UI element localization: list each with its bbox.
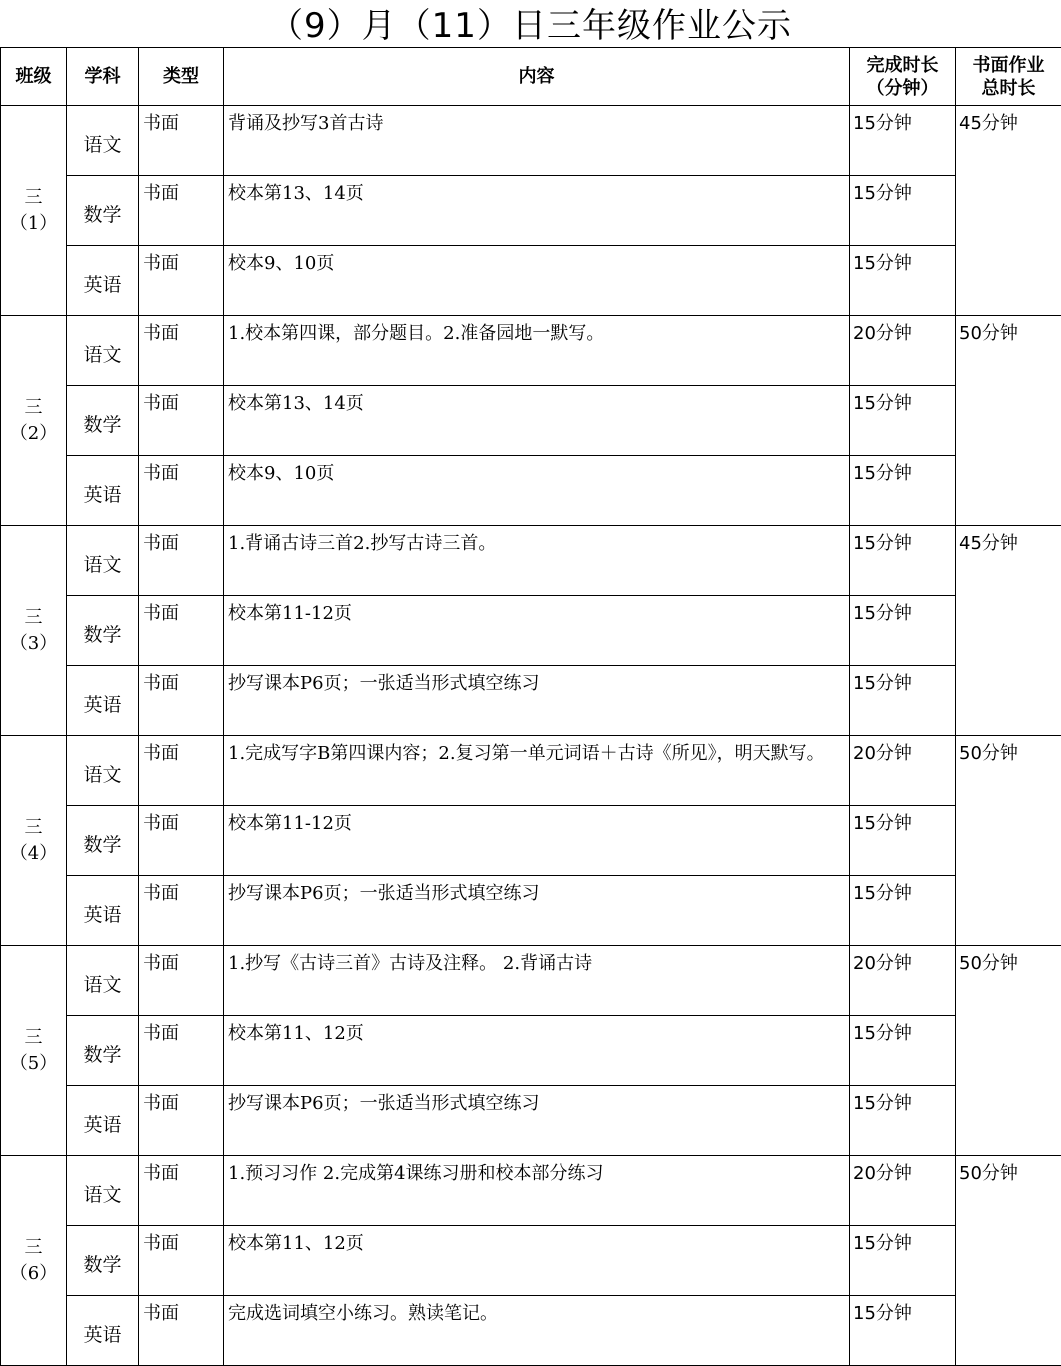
content-cell: 校本第11-12页: [224, 596, 850, 666]
type-cell: 书面: [139, 526, 224, 596]
class-name-line2: （3）: [10, 633, 57, 654]
class-name-line2: （2）: [10, 423, 57, 444]
subject-cell: 英语: [67, 456, 139, 526]
duration-cell: 15分钟: [850, 596, 956, 666]
header-total-line1: 书面作业: [973, 55, 1045, 76]
class-name-line1: 三: [25, 1027, 43, 1048]
table-row: [1, 1156, 1061, 1226]
type-cell: 书面: [139, 176, 224, 246]
content-cell: 1.背诵古诗三首2.抄写古诗三首。: [224, 526, 850, 596]
header-subject: 学科: [67, 48, 139, 106]
type-cell: 书面: [139, 386, 224, 456]
table-row: [1, 106, 1061, 176]
duration-cell: 15分钟: [850, 246, 956, 316]
content-cell: 校本第11-12页: [224, 806, 850, 876]
duration-cell: 15分钟: [850, 1296, 956, 1366]
type-cell: 书面: [139, 1156, 224, 1226]
table-row: [1, 806, 1061, 876]
type-cell: 书面: [139, 1226, 224, 1296]
type-cell: 书面: [139, 1086, 224, 1156]
content-cell: 校本9、10页: [224, 456, 850, 526]
table-row: [1, 316, 1061, 386]
content-cell: 1.校本第四课，部分题目。2.准备园地一默写。: [224, 316, 850, 386]
header-type: 类型: [139, 48, 224, 106]
subject-cell: 语文: [67, 736, 139, 806]
content-cell: 1.抄写《古诗三首》古诗及注释。 2.背诵古诗: [224, 946, 850, 1016]
type-cell: 书面: [139, 806, 224, 876]
subject-cell: 英语: [67, 876, 139, 946]
subject-cell: 语文: [67, 526, 139, 596]
class-cell: [1, 736, 67, 946]
duration-cell: 15分钟: [850, 456, 956, 526]
table-row: [1, 246, 1061, 316]
class-name-line2: （1）: [10, 213, 57, 234]
header-row: [1, 48, 1061, 106]
table-row: [1, 1016, 1061, 1086]
class-name-line2: （6）: [10, 1263, 57, 1284]
table-row: [1, 1086, 1061, 1156]
page-title: （9）月（11）日三年级作业公示: [0, 0, 1061, 48]
class-name-line2: （4）: [10, 843, 57, 864]
class-cell: [1, 526, 67, 736]
duration-cell: 15分钟: [850, 106, 956, 176]
class-cell: [1, 1156, 67, 1366]
table-row: [1, 596, 1061, 666]
header-duration-line1: 完成时长: [867, 55, 939, 76]
table-row: [1, 666, 1061, 736]
type-cell: 书面: [139, 316, 224, 386]
content-cell: 校本9、10页: [224, 246, 850, 316]
content-cell: 校本第13、14页: [224, 386, 850, 456]
table-row: [1, 946, 1061, 1016]
type-cell: 书面: [139, 246, 224, 316]
duration-cell: 15分钟: [850, 526, 956, 596]
content-cell: 校本第11、12页: [224, 1016, 850, 1086]
class-name-line1: 三: [25, 817, 43, 838]
type-cell: 书面: [139, 666, 224, 736]
content-cell: 1.完成写字B第四课内容；2.复习第一单元词语＋古诗《所见》，明天默写。: [224, 736, 850, 806]
subject-cell: 语文: [67, 1156, 139, 1226]
content-cell: 抄写课本P6页；一张适当形式填空练习: [224, 1086, 850, 1156]
header-content: 内容: [224, 48, 850, 106]
type-cell: 书面: [139, 736, 224, 806]
total-cell: 50分钟: [956, 736, 1061, 946]
header-total-line2: 总时长: [982, 78, 1036, 99]
duration-cell: 15分钟: [850, 176, 956, 246]
duration-cell: 15分钟: [850, 876, 956, 946]
class-cell: [1, 316, 67, 526]
type-cell: 书面: [139, 946, 224, 1016]
type-cell: 书面: [139, 1296, 224, 1366]
class-name-line2: （5）: [10, 1053, 57, 1074]
table-row: [1, 736, 1061, 806]
duration-cell: 15分钟: [850, 806, 956, 876]
duration-cell: 15分钟: [850, 1226, 956, 1296]
table-row: [1, 176, 1061, 246]
content-cell: 抄写课本P6页；一张适当形式填空练习: [224, 876, 850, 946]
total-cell: 50分钟: [956, 1156, 1061, 1366]
duration-cell: 20分钟: [850, 316, 956, 386]
duration-cell: 15分钟: [850, 666, 956, 736]
content-cell: 完成选词填空小练习。熟读笔记。: [224, 1296, 850, 1366]
content-cell: 1.预习习作 2.完成第4课练习册和校本部分练习: [224, 1156, 850, 1226]
total-cell: 50分钟: [956, 946, 1061, 1156]
subject-cell: 语文: [67, 316, 139, 386]
subject-cell: 英语: [67, 246, 139, 316]
duration-cell: 20分钟: [850, 1156, 956, 1226]
duration-cell: 15分钟: [850, 1086, 956, 1156]
content-cell: 背诵及抄写3首古诗: [224, 106, 850, 176]
type-cell: 书面: [139, 1016, 224, 1086]
content-cell: 抄写课本P6页；一张适当形式填空练习: [224, 666, 850, 736]
table-row: [1, 386, 1061, 456]
table-body: [1, 106, 1061, 1366]
subject-cell: 语文: [67, 106, 139, 176]
total-cell: 45分钟: [956, 526, 1061, 736]
content-cell: 校本第13、14页: [224, 176, 850, 246]
class-cell: [1, 106, 67, 316]
table-row: [1, 876, 1061, 946]
class-cell: [1, 946, 67, 1156]
table-row: [1, 1226, 1061, 1296]
header-total: [956, 48, 1061, 106]
duration-cell: 20分钟: [850, 946, 956, 1016]
subject-cell: 英语: [67, 1296, 139, 1366]
content-cell: 校本第11、12页: [224, 1226, 850, 1296]
duration-cell: 20分钟: [850, 736, 956, 806]
type-cell: 书面: [139, 596, 224, 666]
subject-cell: 语文: [67, 946, 139, 1016]
table-row: [1, 1296, 1061, 1366]
header-duration: [850, 48, 956, 106]
subject-cell: 数学: [67, 1226, 139, 1296]
subject-cell: 数学: [67, 596, 139, 666]
table-row: [1, 456, 1061, 526]
table-row: [1, 526, 1061, 596]
total-cell: 50分钟: [956, 316, 1061, 526]
header-class: 班级: [1, 48, 67, 106]
duration-cell: 15分钟: [850, 1016, 956, 1086]
total-cell: 45分钟: [956, 106, 1061, 316]
subject-cell: 数学: [67, 176, 139, 246]
subject-cell: 英语: [67, 1086, 139, 1156]
class-name-line1: 三: [25, 607, 43, 628]
type-cell: 书面: [139, 876, 224, 946]
homework-table: [0, 47, 1061, 1366]
subject-cell: 数学: [67, 806, 139, 876]
subject-cell: 数学: [67, 1016, 139, 1086]
class-name-line1: 三: [25, 397, 43, 418]
duration-cell: 15分钟: [850, 386, 956, 456]
class-name-line1: 三: [25, 1237, 43, 1258]
subject-cell: 英语: [67, 666, 139, 736]
class-name-line1: 三: [25, 187, 43, 208]
type-cell: 书面: [139, 106, 224, 176]
header-duration-line2: （分钟）: [867, 78, 939, 99]
subject-cell: 数学: [67, 386, 139, 456]
type-cell: 书面: [139, 456, 224, 526]
